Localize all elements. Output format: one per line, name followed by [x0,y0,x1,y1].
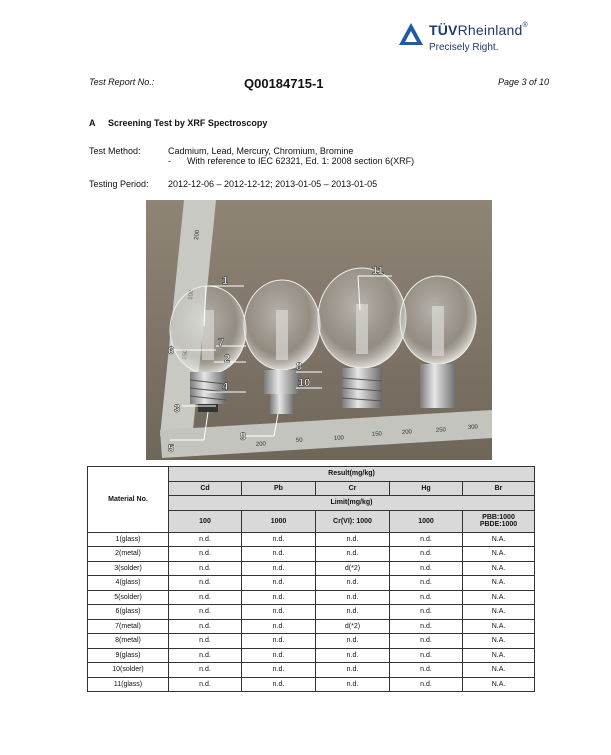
result-cell: n.d. [316,648,390,663]
result-cell: N.A. [463,605,535,620]
test-method-bullet: - [168,156,171,166]
table-row [88,663,535,678]
result-cell: N.A. [463,663,535,678]
sample-photo [146,200,492,460]
result-cell: n.d. [169,547,242,562]
result-cell: n.d. [242,634,316,649]
result-cell: n.d. [169,561,242,576]
ruler-mark: 200 [401,429,413,436]
result-cell: n.d. [169,532,242,547]
result-cell: n.d. [390,663,463,678]
testing-period-value: 2012-12-06 – 2012-12-12; 2013-01-05 – 2013-01-05 [168,179,378,189]
ruler-mark: 50 [295,437,303,444]
result-cell: n.d. [242,561,316,576]
material-cell: 7(metal) [88,619,169,634]
limit-br [463,510,535,532]
callout-2: 2 [224,353,231,365]
limit-cd: 100 [169,510,242,532]
result-cell: N.A. [463,547,535,562]
callout-8: 8 [296,361,303,373]
table-row [88,532,535,547]
ruler-mark: 200 [255,441,267,448]
limit-hg: 1000 [390,510,463,532]
result-cell: N.A. [463,677,535,692]
xrf-results-table [87,466,535,692]
callout-11: 11 [372,265,384,277]
tuv-rheinland-logo [398,20,548,60]
callout-7: 7 [218,337,225,349]
table-row [88,677,535,692]
result-cell: n.d. [316,547,390,562]
section-letter: A [89,118,96,128]
result-cell: n.d. [390,648,463,663]
result-cell: n.d. [169,590,242,605]
result-cell: n.d. [316,677,390,692]
callout-9: 9 [240,431,247,443]
table-row [88,576,535,591]
section-title: Screening Test by XRF Spectroscopy [108,118,268,128]
limit-pb: 1000 [242,510,316,532]
result-rows [88,532,535,692]
test-method-value: Cadmium, Lead, Mercury, Chromium, Bromine [168,146,354,156]
material-cell: 8(metal) [88,634,169,649]
result-cell: n.d. [242,576,316,591]
result-cell: n.d. [390,590,463,605]
callout-5: 5 [168,443,175,455]
result-cell: n.d. [242,547,316,562]
result-cell: n.d. [316,576,390,591]
table-row [88,547,535,562]
result-cell: n.d. [390,532,463,547]
result-cell: n.d. [242,590,316,605]
material-number-header: Material No. [88,467,169,533]
logo-tagline: Precisely Right. [429,42,499,53]
result-cell: N.A. [463,532,535,547]
test-method-label: Test Method: [89,146,141,156]
result-cell: n.d. [169,619,242,634]
element-header-hg: Hg [390,481,463,496]
result-cell: n.d. [390,605,463,620]
result-cell: N.A. [463,619,535,634]
table-row [88,561,535,576]
result-cell: d(*2) [316,561,390,576]
result-cell: N.A. [463,590,535,605]
element-header-br: Br [463,481,535,496]
result-cell: N.A. [463,648,535,663]
result-cell: n.d. [242,605,316,620]
result-header: Result(mg/kg) [169,467,535,482]
callout-4: 4 [222,381,229,393]
callout-3: 3 [174,403,181,415]
element-header-cd: Cd [169,481,242,496]
result-cell: n.d. [169,648,242,663]
callout-1: 1 [222,275,229,287]
ruler-mark: 150 [371,431,383,438]
result-cell: n.d. [169,605,242,620]
result-cell: n.d. [169,634,242,649]
result-cell: n.d. [316,590,390,605]
result-cell: n.d. [390,634,463,649]
result-cell: n.d. [169,663,242,678]
result-cell: n.d. [169,576,242,591]
table-row [88,619,535,634]
material-cell: 1(glass) [88,532,169,547]
result-cell: N.A. [463,561,535,576]
logo-brand-name: TÜVRheinland® [429,22,528,38]
result-cell: N.A. [463,576,535,591]
element-header-cr: Cr [316,481,390,496]
callout-10: 10 [298,377,311,389]
result-cell: n.d. [242,663,316,678]
result-cell: n.d. [316,532,390,547]
table-row [88,605,535,620]
ruler-mark: 300 [467,424,479,431]
material-cell: 4(glass) [88,576,169,591]
result-cell: d(*2) [316,619,390,634]
result-cell: n.d. [242,677,316,692]
ruler-mark: 100 [333,435,345,442]
result-cell: n.d. [390,677,463,692]
material-cell: 2(metal) [88,547,169,562]
table-row [88,648,535,663]
table-row [88,634,535,649]
material-cell: 6(glass) [88,605,169,620]
ruler-mark: 250 [435,427,447,434]
limit-cr: Cr(VI): 1000 [316,510,390,532]
limit-br-pbb: PBB:1000 [482,514,515,521]
page-indicator: Page 3 of 10 [498,77,550,87]
report-number-label: Test Report No.: [89,77,155,87]
report-number: Q00184715-1 [244,76,324,91]
result-cell: n.d. [242,532,316,547]
result-cell: n.d. [169,677,242,692]
material-cell: 3(solder) [88,561,169,576]
material-cell: 11(glass) [88,677,169,692]
table-row [88,590,535,605]
result-cell: n.d. [316,605,390,620]
result-cell: N.A. [463,634,535,649]
result-cell: n.d. [316,634,390,649]
result-cell: n.d. [242,619,316,634]
result-cell: n.d. [390,561,463,576]
result-cell: n.d. [242,648,316,663]
material-cell: 5(solder) [88,590,169,605]
material-cell: 9(glass) [88,648,169,663]
ruler-mark: 200 [194,229,202,241]
result-cell: n.d. [316,663,390,678]
test-method-reference: With reference to IEC 62321, Ed. 1: 2008 section 6(XRF) [187,156,415,166]
result-cell: n.d. [390,576,463,591]
result-cell: n.d. [390,619,463,634]
limit-header: Limit(mg/kg) [169,496,535,511]
testing-period-label: Testing Period: [89,179,149,189]
callout-6: 6 [168,345,175,357]
limit-br-pbde: PBDE:1000 [479,521,518,528]
element-header-pb: Pb [242,481,316,496]
result-cell: n.d. [390,547,463,562]
material-cell: 10(solder) [88,663,169,678]
tuv-triangle-icon [398,22,424,46]
